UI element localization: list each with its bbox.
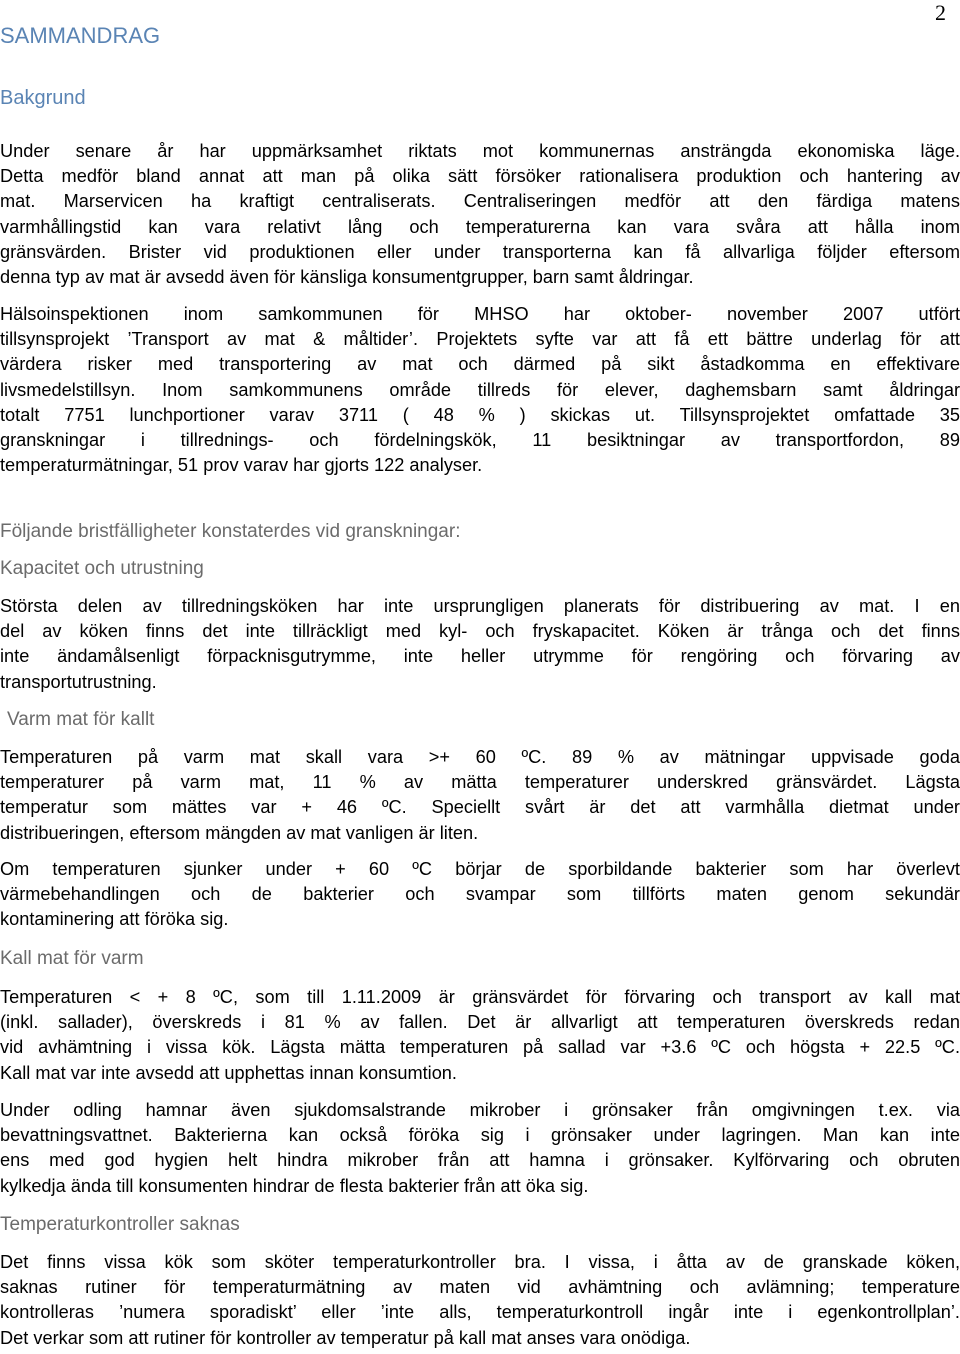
text-line: (inkl. sallader), överskreds i 81 % av fallen. Det är allvarligt att temperaturen överskreds redan (0, 1012, 960, 1033)
text-line: transportutrustning. (0, 671, 157, 692)
text-line: Temperaturen på varm mat skall vara >+ 60 ºC. 89 % av mätningar uppvisade goda (0, 747, 960, 767)
text-line: Temperaturen < + 8 ºC, som till 1.11.2009 är gränsvärdet för förvaring och transport av kall mat (0, 987, 960, 1007)
text-line: inte ändamålsenligt förpacknisgutrymme, inte heller utrymme för rengöring och förvaring av (0, 646, 960, 667)
text-line: granskningar i tillrednings- och fördelningskök, 11 besiktningar av transportfordon, 89 (0, 429, 960, 450)
text-line: denna typ av mat är avsedd även för känsliga konsumentgrupper, barn samt åldringar. (0, 266, 694, 287)
text-line: varmhållingstid kan vara relativt lång och temperaturerna kan vara svåra att hålla inom (0, 216, 960, 237)
text-line: vid avhämtning i vissa kök. Lägsta mätta temperaturen på sallad var +3.6 ºC och högsta + 22.5 ºC. (0, 1037, 960, 1058)
temp-control-paragraph (0, 1250, 960, 1351)
text-line: Största delen av tillredningsköken har inte ursprungligen planerats för distribuering av mat. I en (0, 596, 960, 616)
text-line: kylkedja ända till konsumenten hindrar de flesta bakterier från att öka sig. (0, 1175, 589, 1196)
text-line: temperaturmätningar, 51 prov varav har gjorts 122 analyser. (0, 455, 483, 476)
cold-food-paragraph-2 (0, 1098, 960, 1199)
text-line: totalt 7751 lunchportioner varav 3711 ( 48 % ) skickas ut. Tillsynsprojektet omfattade 35 (0, 404, 960, 425)
text-line: Det finns vissa kök som sköter temperaturkontroller bra. I vissa, i åtta av de granskade köken, (0, 1252, 960, 1272)
text-line: mat. Marservicen ha kraftigt centraliserats. Centraliseringen medför att den färdiga matens (0, 191, 960, 212)
text-line: Det verkar som att rutiner för kontroller av temperatur på kall mat anses vara onödiga. (0, 1327, 691, 1348)
hot-food-paragraph-2 (0, 857, 960, 933)
background-paragraph-1 (0, 139, 960, 290)
text-line: del av köken finns det inte tillräckligt med kyl- och fryskapacitet. Köken är trånga och det finns (0, 621, 960, 642)
section-heading-background: Bakgrund (0, 87, 86, 109)
findings-heading: Följande bristfälligheter konstaterdes vid granskningar: (0, 521, 461, 542)
text-line: temperaturer på varm mat, 11 % av mätta temperaturer underskred gränsvärdet. Lägsta (0, 772, 960, 793)
text-line: Hälsoinspektionen inom samkommunen för MHSO har oktober- november 2007 utfört (0, 304, 960, 324)
background-paragraph-2 (0, 302, 960, 478)
text-line: ens med god hygien helt hindra mikrober från att hamna i grönsaker. Kylförvaring och obruten (0, 1150, 960, 1171)
text-line: värdera risker med transportering av mat och därmed på sikt åstadkomma en effektivare (0, 354, 960, 375)
hot-food-paragraph-1 (0, 745, 960, 846)
text-line: Under odling hamnar även sjukdomsalstrande mikrober i grönsaker från omgivningen t.ex. via (0, 1100, 960, 1120)
page-number: 2 (935, 0, 946, 25)
text-line: Om temperaturen sjunker under + 60 ºC börjar de sporbildande bakterier som har överlevt (0, 859, 960, 879)
text-line: distribueringen, eftersom mängden av mat vanligen är liten. (0, 822, 479, 843)
text-line: tillsynsprojekt ’Transport av mat & måltider’. Projektets syfte var att få ett bättre underlag för att (0, 329, 960, 350)
section-heading-cold-food: Kall mat för varm (0, 948, 144, 969)
capacity-paragraph (0, 594, 960, 695)
text-line: värmebehandlingen och de bakterier och svampar som tillförts maten genom sekundär (0, 884, 960, 905)
text-line: saknas rutiner för temperaturmätning av maten vid avhämtning och avlämning; temperature (0, 1277, 960, 1298)
text-line: kontrolleras ’numera sporadiskt’ eller ’inte alls, temperaturkontroll ingår inte i egenkontrollplan’. (0, 1302, 960, 1323)
cold-food-paragraph-1 (0, 985, 960, 1086)
section-heading-capacity: Kapacitet och utrustning (0, 558, 204, 579)
text-line: livsmedelstillsyn. Inom samkommunens område tillreds för elever, daghemsbarn samt åldringar (0, 379, 960, 400)
text-line: Kall mat var inte avsedd att upphettas innan konsumtion. (0, 1062, 457, 1083)
text-line: gränsvärden. Brister vid produktionen eller under transporterna kan få allvarliga följder eftersom (0, 241, 960, 262)
text-line: temperatur som mättes var + 46 ºC. Speciellt svårt är det att varmhålla dietmat under (0, 797, 960, 818)
text-line: kontaminering att föröka sig. (0, 909, 229, 930)
section-heading-hot-food: Varm mat för kallt (7, 709, 155, 730)
page-title: SAMMANDRAG (0, 23, 161, 48)
text-line: bevattningsvattnet. Bakterierna kan också föröka sig i grönsaker under lagringen. Man kan inte (0, 1125, 960, 1146)
text-line: Under senare år har uppmärksamhet riktats mot kommunernas ansträngda ekonomiska läge. (0, 141, 960, 161)
text-line: Detta medför bland annat att man på olika sätt försöker rationalisera produktion och hantering av (0, 166, 960, 187)
section-heading-temp-control: Temperaturkontroller saknas (0, 1214, 240, 1235)
